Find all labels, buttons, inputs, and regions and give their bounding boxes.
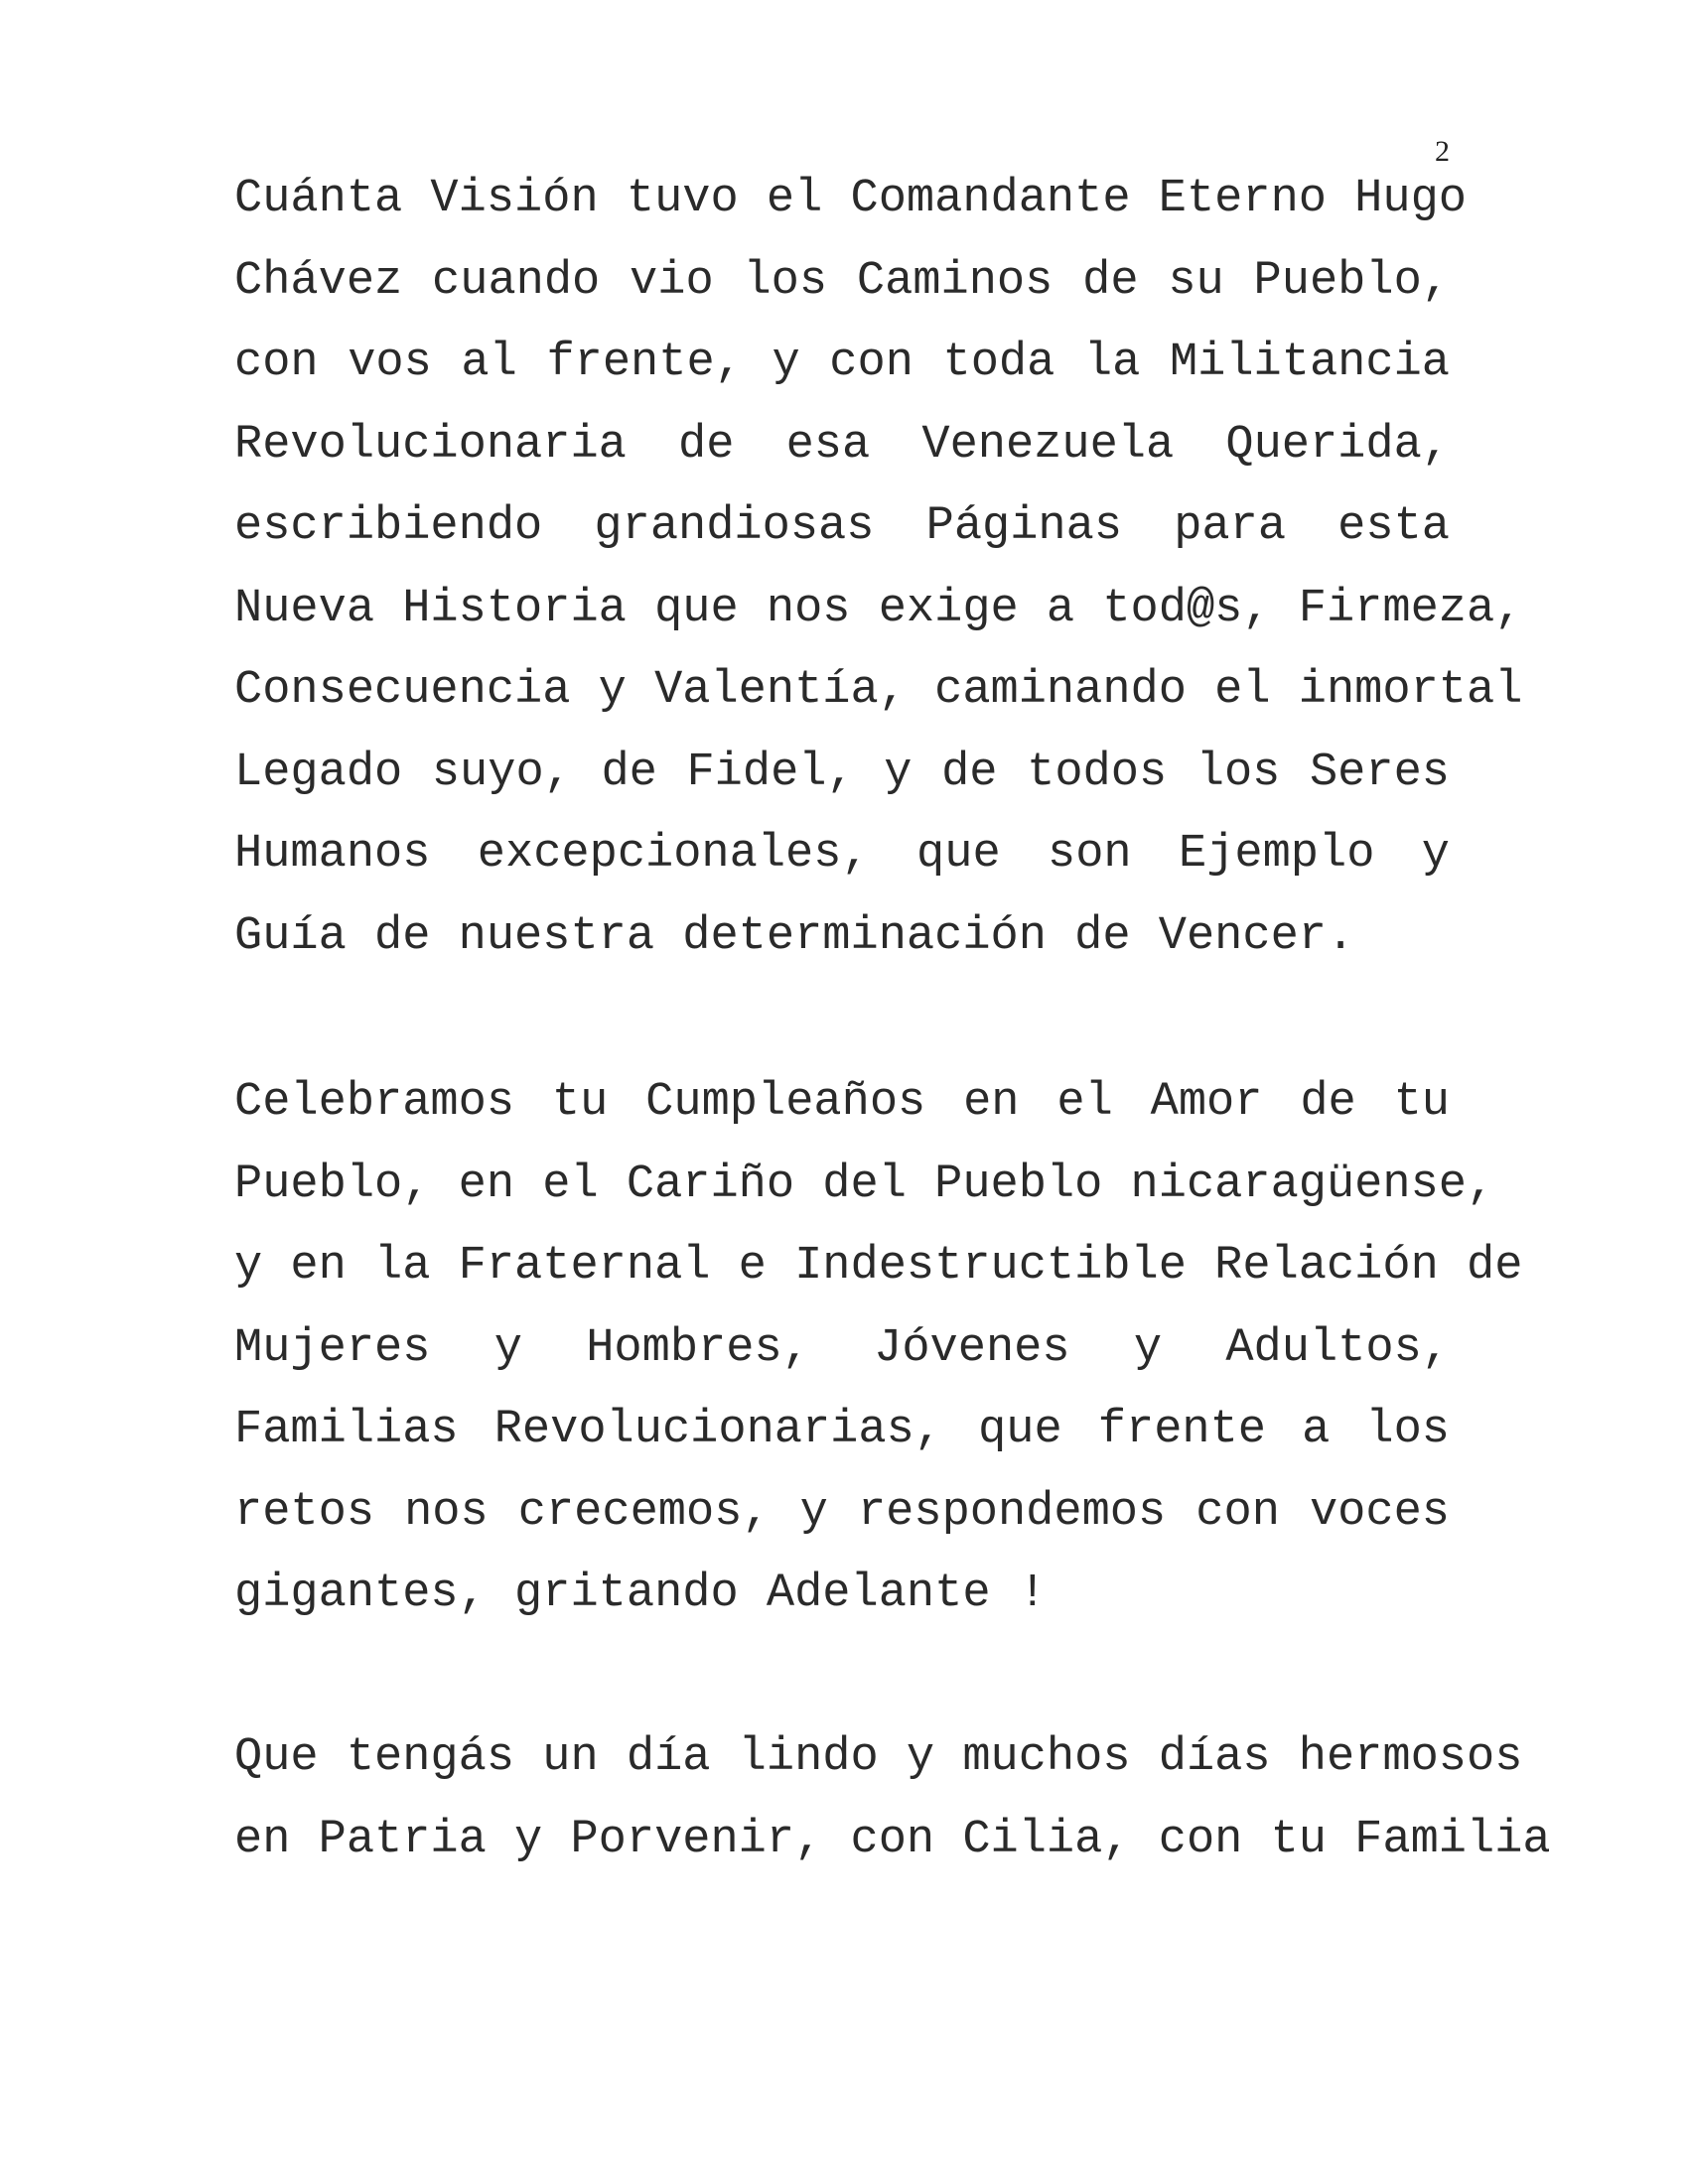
paragraph-line: Nueva Historia que nos exige a tod@s, Firmeza, <box>234 582 1523 635</box>
paragraph-2 <box>234 1062 1523 1636</box>
paragraph-line: Pueblo, en el Cariño del Pueblo nicaragüense, <box>234 1158 1495 1211</box>
paragraph-line: y en la Fraternal e Indestructible Relación de <box>234 1240 1523 1293</box>
paragraph-line: Legado suyo, de Fidel, y de todos los Seres <box>234 746 1450 799</box>
paragraph-line: Guía de nuestra determinación de Vencer. <box>234 909 1355 963</box>
paragraph-line: Familias Revolucionarias, que frente a los <box>234 1404 1450 1456</box>
paragraph-line: con vos al frente, y con toda la Militancia <box>234 337 1450 389</box>
page-number: 2 <box>1435 135 1450 168</box>
paragraph-line: Chávez cuando vio los Caminos de su Pueblo, <box>234 254 1450 308</box>
paragraph-line: Mujeres y Hombres, Jóvenes y Adultos, <box>234 1321 1450 1375</box>
paragraph-line: Consecuencia y Valentía, caminando el inmortal <box>234 664 1523 717</box>
paragraph-line: escribiendo grandiosas Páginas para esta <box>234 500 1450 553</box>
paragraph-line: Humanos excepcionales, que son Ejemplo y <box>234 828 1450 881</box>
paragraph-line: Celebramos tu Cumpleaños en el Amor de tu <box>234 1076 1450 1129</box>
paragraph-1 <box>234 159 1523 978</box>
paragraph-line: Que tengás un día lindo y muchos días hermosos <box>234 1731 1523 1784</box>
paragraph-line: en Patria y Porvenir, con Cilia, con tu Familia <box>234 1813 1551 1866</box>
paragraph-line: Cuánta Visión tuvo el Comandante Eterno Hugo <box>234 173 1468 225</box>
paragraph-line: Revolucionaria de esa Venezuela Querida, <box>234 418 1450 472</box>
paragraph-line: retos nos crecemos, y respondemos con voces <box>234 1485 1450 1539</box>
paragraph-line: gigantes, gritando Adelante ! <box>234 1568 1047 1620</box>
paragraph-3 <box>234 1717 1551 1881</box>
